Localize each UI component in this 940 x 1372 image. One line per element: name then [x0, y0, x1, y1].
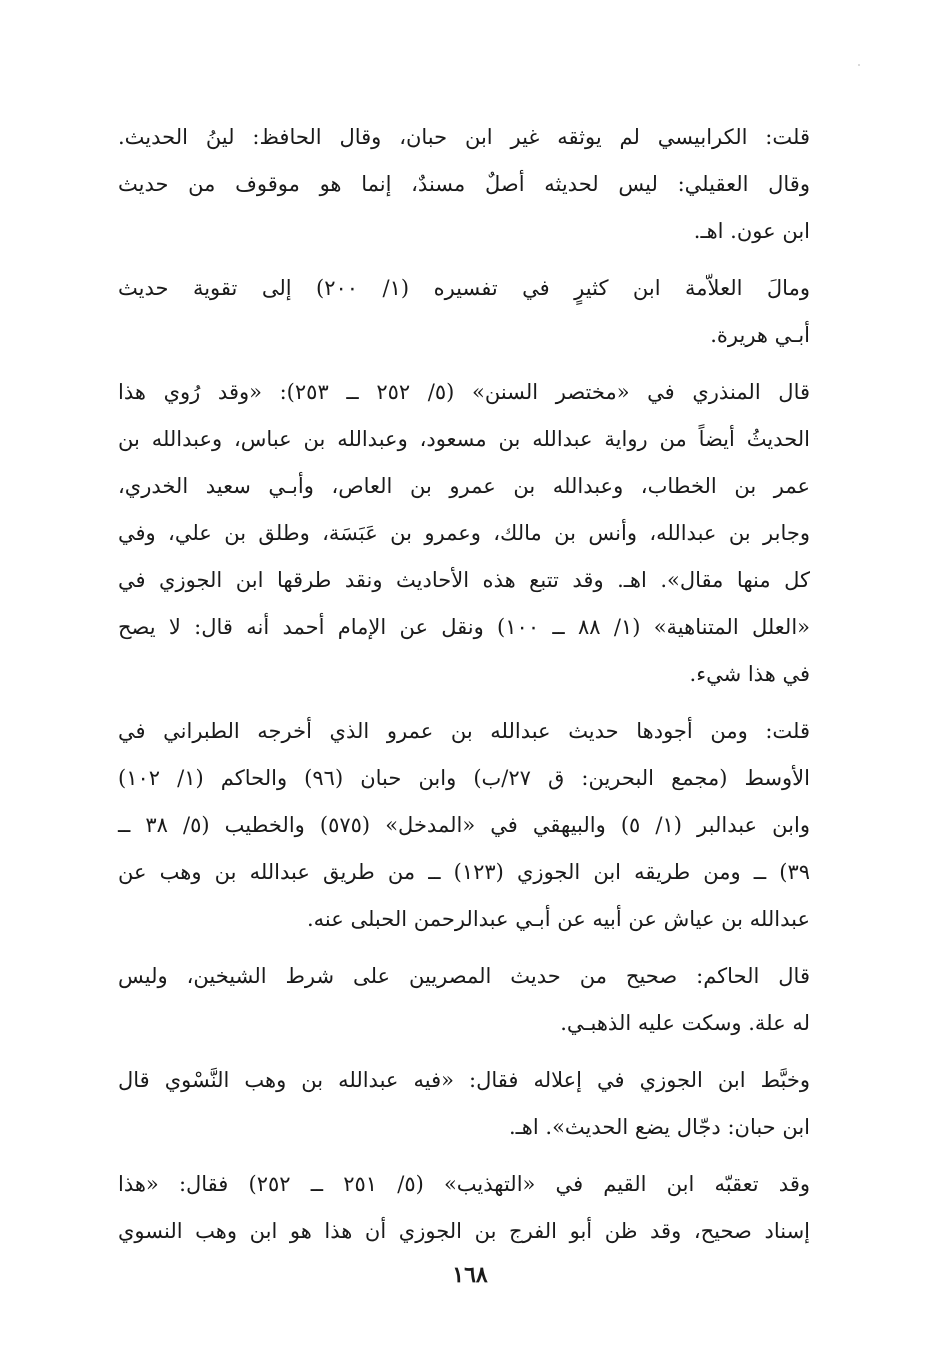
text-line: الحديثُ أيضاً من رواية عبدالله بن مسعود، وعبدالله بن عباس، وعبدالله بن [118, 427, 810, 451]
paragraph [118, 114, 810, 255]
paragraph [118, 265, 810, 359]
text-line: له علة. وسكت عليه الذهبـي. [560, 1011, 810, 1035]
text-line: إسناد صحيح، وقد ظن أبو الفرج بن الجوزي أن هذا هو ابن وهب النسوي [118, 1219, 810, 1243]
text-line: «العلل المتناهية» (١/ ٨٨ ــ ١٠٠) ونقل عن الإمام أحمد أنه قال: لا يصح [118, 615, 811, 639]
text-line: قلت: الكرابيسي لم يوثقه غير ابن حبان، وقال الحافظ: لينُ الحديث. [118, 125, 810, 149]
text-line: قال المنذري في «مختصر السنن» (٥/ ٢٥٢ ــ ٢٥٣): «وقد رُوي هذا [118, 380, 810, 404]
text-line: وابن عبدالبر (١/ ٥) والبيهقي في «المدخل» (٥٧٥) والخطيب (٥/ ٣٨ ــ [118, 813, 810, 837]
paragraph [118, 1057, 810, 1151]
text-line: في هذا شيء. [689, 662, 810, 686]
text-line: وخبَّط ابن الجوزي في إعلاله فقال: «فيه عبدالله بن وهب النَّسْوي قال [118, 1068, 810, 1092]
text-line: عبدالله بن عياش عن أبيه عن أبـي عبدالرحمن الحبلى عنه. [307, 907, 810, 931]
paragraph [118, 708, 810, 943]
paragraph [118, 1161, 810, 1255]
text-line: قلت: ومن أجودها حديث عبدالله بن عمرو الذي أخرجه الطبراني في [118, 719, 810, 743]
text-line: وقد تعقبّه ابن القيم في «التهذيب» (٥/ ٢٥١ ــ ٢٥٢) فقال: «هذا [118, 1172, 811, 1196]
paragraph [118, 369, 810, 698]
text-line: وقال العقيلي: ليس لحديثه أصلٌ مسندٌ، إنما هو موقوف من حديث [118, 172, 810, 196]
text-line: الأوسط (مجمع البحرين: ق ٢٧/ب) وابن حبان (٩٦) والحاكم (١/ ١٠٢) [118, 766, 810, 790]
text-line: وجابر بن عبدالله، وأنس بن مالك، وعمرو بن عَبَسَة، وطلق بن علي، وفي [118, 521, 810, 545]
paper-speck [858, 64, 860, 66]
paragraph [118, 953, 810, 1047]
text-line: ومالَ العلاّمة ابن كثيرٍ في تفسيره (١/ ٢٠٠) إلى تقوية حديث [118, 276, 810, 300]
page-number: ١٦٨ [452, 1262, 488, 1288]
text-line: كل منها مقال». اهـ. وقد تتبع هذه الأحاديث ونقد طرقها ابن الجوزي في [118, 568, 810, 592]
text-line: قال الحاكم: صحيح من حديث المصريين على شرط الشيخين، وليس [118, 964, 810, 988]
text-line: عمر بن الخطاب، وعبدالله بن عمرو بن العاص، وأبـي سعيد الخدري، [118, 474, 810, 498]
text-line: ٣٩) ــ ومن طريقه ابن الجوزي (١٢٣) ــ من طريق عبدالله بن وهب عن [118, 860, 810, 884]
text-line: ابن عون. اهـ. [693, 219, 810, 243]
text-line: أبـي هريرة. [710, 323, 810, 347]
text-line: ابن حبان: دجّال يضع الحديث». اهـ. [508, 1115, 810, 1139]
main-text [118, 114, 810, 1265]
